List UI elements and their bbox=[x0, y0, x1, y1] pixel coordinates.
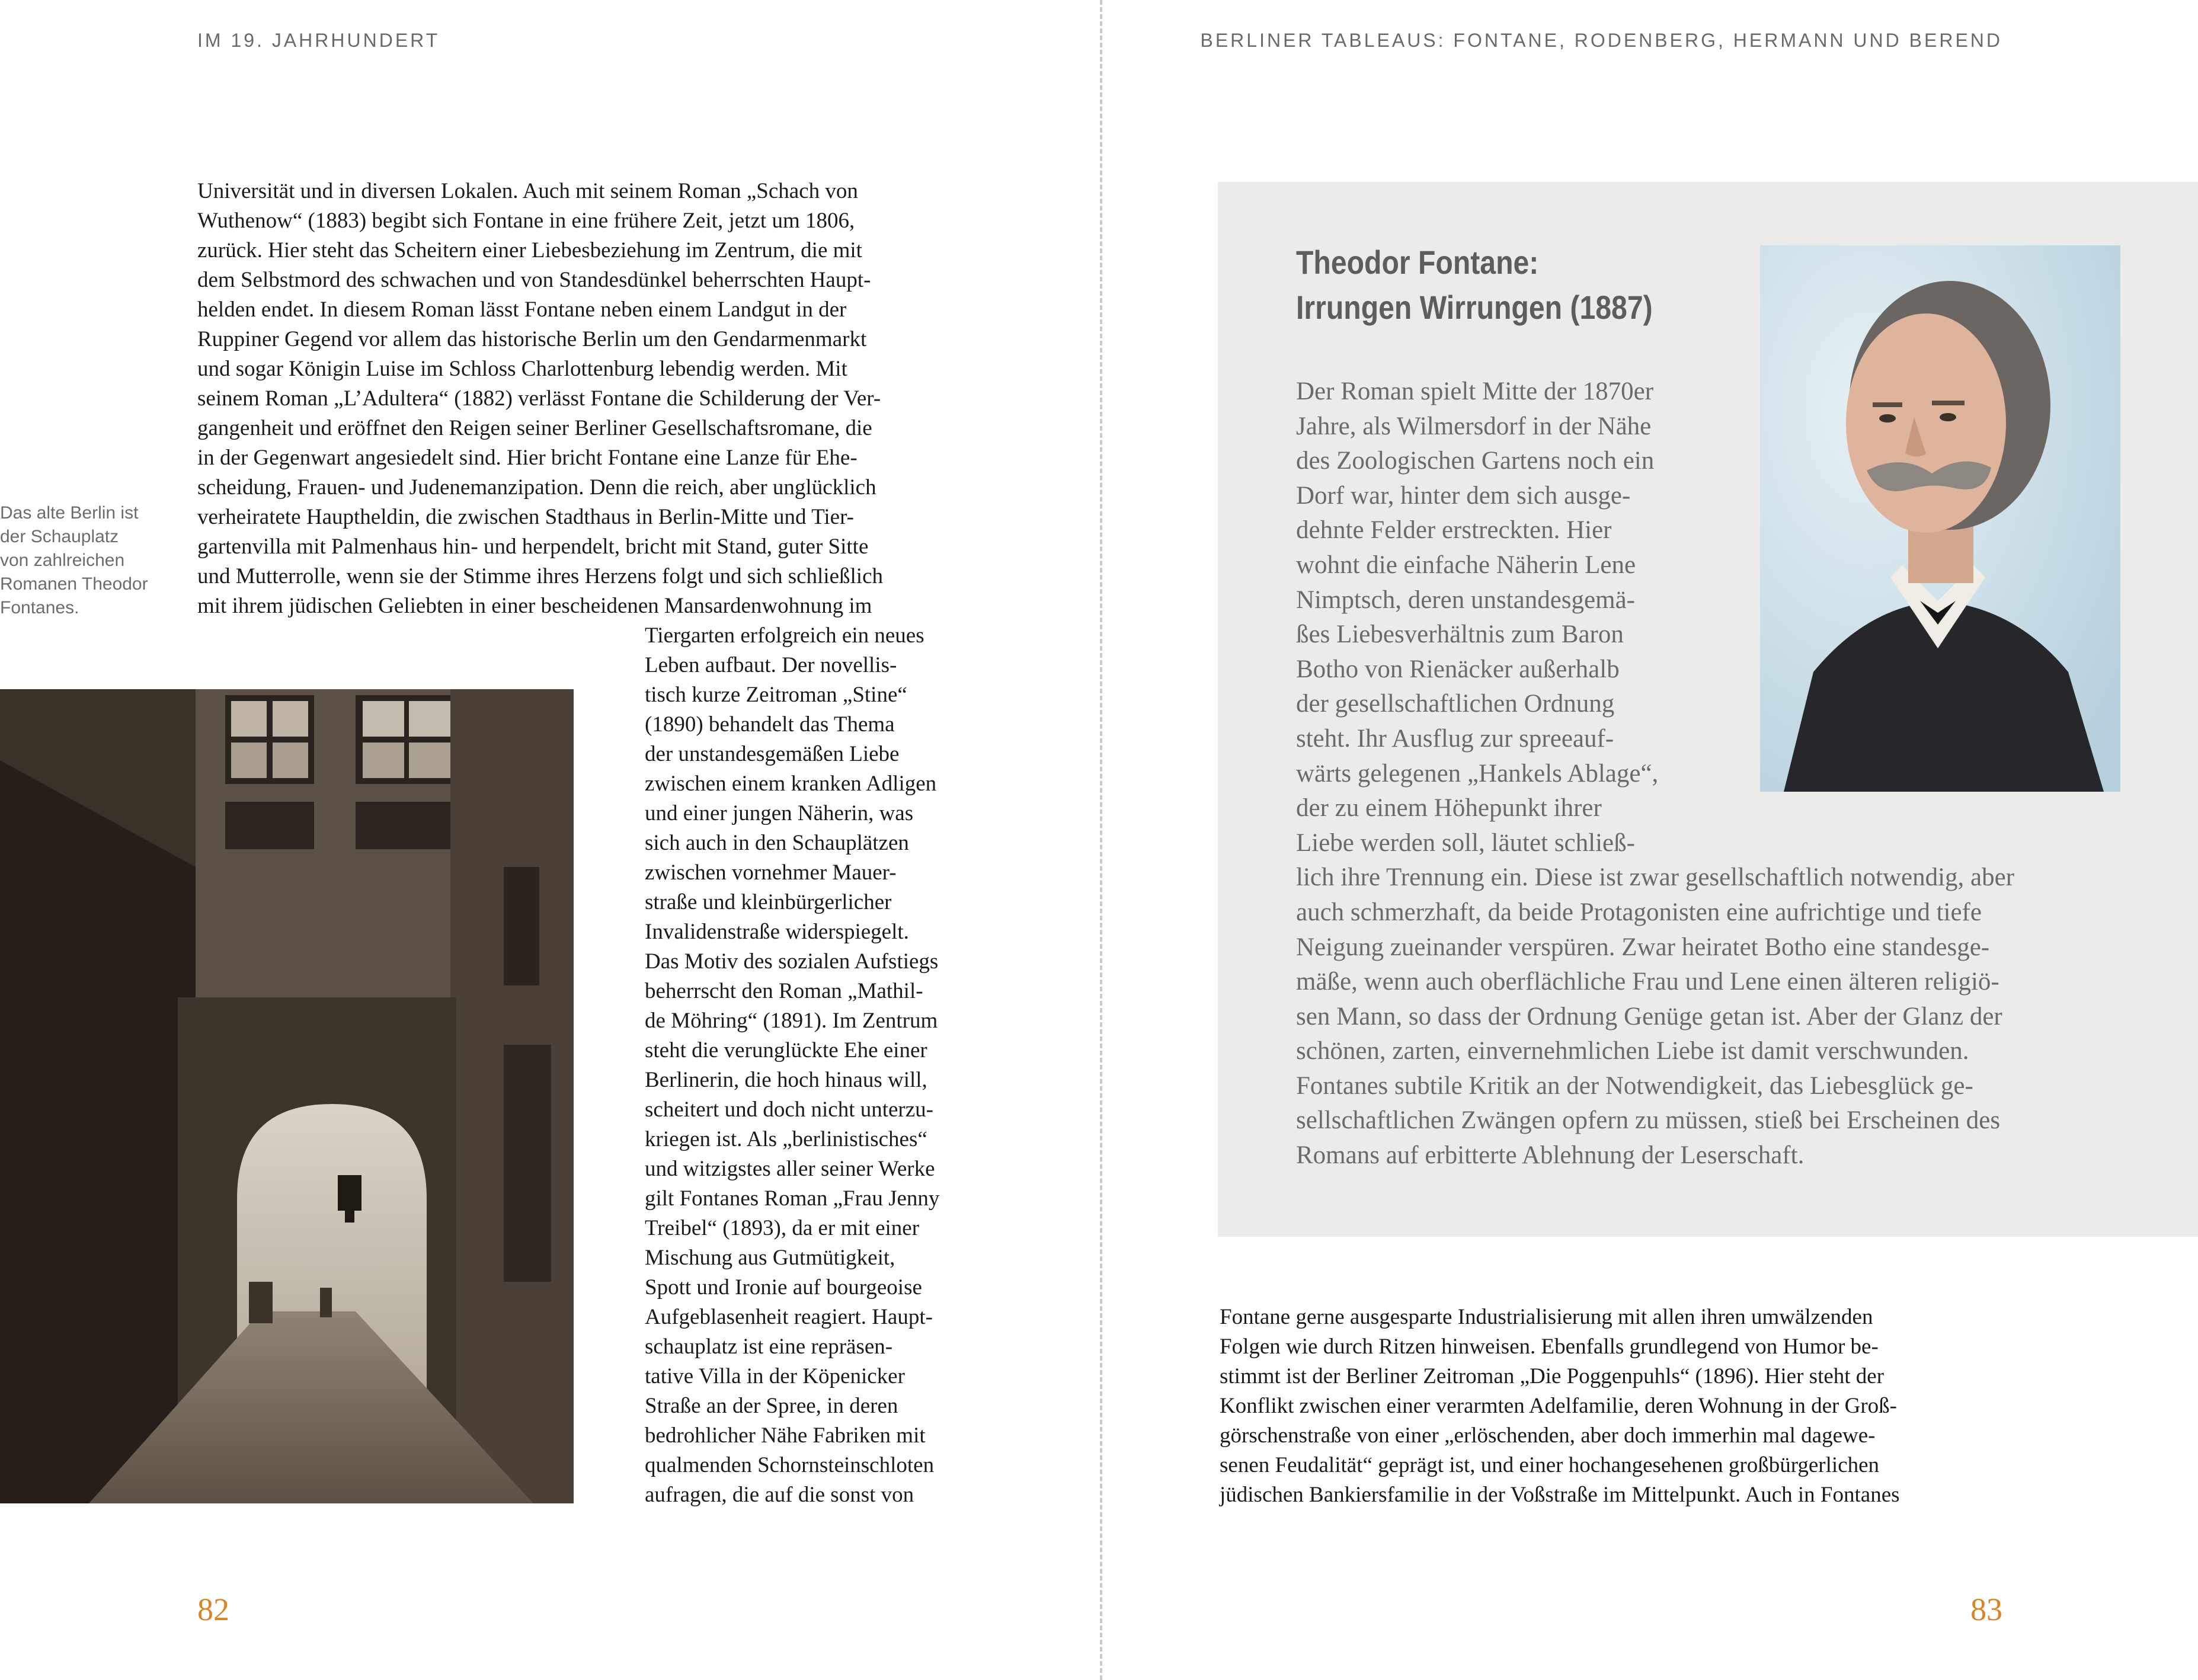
text-line: Das Motiv des sozialen Aufstiegs bbox=[645, 949, 939, 974]
text-line: Spott und Ironie auf bourgeoise bbox=[645, 1275, 922, 1300]
box-title-line: Theodor Fontane: bbox=[1296, 244, 1539, 281]
box-text-line: schönen, zarten, einvernehmlichen Liebe ist damit verschwunden. bbox=[1296, 1037, 1969, 1065]
text-line: und witzigstes aller seiner Werke bbox=[645, 1157, 935, 1181]
text-line: Mischung aus Gutmütigkeit, bbox=[645, 1246, 895, 1270]
box-text-line: der zu einem Höhepunkt ihrer bbox=[1296, 794, 1602, 823]
text-line: der unstandesgemäßen Liebe bbox=[645, 742, 900, 766]
text-line: beherrscht den Roman „Mathil- bbox=[645, 979, 923, 1003]
text-line: Berlinerin, die hoch hinaus will, bbox=[645, 1068, 927, 1092]
box-text-line: steht. Ihr Ausflug zur spreeauf- bbox=[1296, 724, 1614, 753]
box-text-line: Liebe werden soll, läutet schließ- bbox=[1296, 828, 1635, 857]
box-text-line: auch schmerzhaft, da beide Protagonisten eine aufrichtige und tiefe bbox=[1296, 898, 1982, 926]
text-line: und einer jungen Näherin, was bbox=[645, 801, 914, 825]
info-box-text bbox=[1296, 375, 2014, 1173]
box-text-line: ßes Liebesverhältnis zum Baron bbox=[1296, 620, 1624, 649]
text-line: helden endet. In diesem Roman lässt Fontane neben einem Landgut in der bbox=[197, 297, 847, 322]
box-text-line: Fontanes subtile Kritik an der Notwendigkeit, das Liebesglück ge- bbox=[1296, 1071, 1973, 1100]
text-line: mit ihrem jüdischen Geliebten in einer bescheidenen Mansardenwohnung im bbox=[197, 594, 872, 618]
text-line: Universität und in diversen Lokalen. Auch mit seinem Roman „Schach von bbox=[197, 179, 858, 203]
text-line: Straße an der Spree, in deren bbox=[645, 1394, 898, 1418]
right-body-text bbox=[1220, 1303, 1900, 1510]
text-line: Ruppiner Gegend vor allem das historische Berlin um den Gendarmenmarkt bbox=[197, 327, 867, 351]
text-line: aufragen, die auf die sonst von bbox=[645, 1483, 914, 1507]
page-number-right: 83 bbox=[1970, 1592, 2002, 1627]
text-line: bedrohlicher Nähe Fabriken mit bbox=[645, 1423, 926, 1448]
caption-line: Das alte Berlin ist bbox=[0, 503, 139, 523]
text-line: jüdischen Bankiersfamilie in der Voßstraße im Mittelpunkt. Auch in Fontanes bbox=[1220, 1483, 1900, 1507]
running-head-left: IM 19. JAHRHUNDERT bbox=[197, 30, 440, 51]
caption-line: Romanen Theodor bbox=[0, 574, 148, 594]
box-text-line: sen Mann, so dass der Ordnung Genüge getan ist. Aber der Glanz der bbox=[1296, 1002, 2002, 1031]
box-text-line: wärts gelegenen „Hankels Ablage“, bbox=[1296, 759, 1659, 788]
box-text-line: mäße, wenn auch oberflächliche Frau und Lene einen älteren religiö- bbox=[1296, 968, 1999, 996]
box-text-line: Dorf war, hinter dem sich ausge- bbox=[1296, 481, 1631, 510]
photo-caption bbox=[0, 501, 148, 620]
text-line: in der Gegenwart angesiedelt sind. Hier bricht Fontane eine Lanze für Ehe- bbox=[197, 446, 858, 470]
text-line: (1890) behandelt das Thema bbox=[645, 712, 895, 737]
text-line: senen Feudalität“ geprägt ist, und einer hochangesehenen großbürgerlichen bbox=[1220, 1453, 1880, 1477]
text-line: und Mutterrolle, wenn sie der Stimme ihres Herzens folgt und sich schließlich bbox=[197, 564, 884, 588]
text-line: tative Villa in der Köpenicker bbox=[645, 1364, 905, 1388]
text-line: zwischen einem kranken Adligen bbox=[645, 772, 937, 796]
text-line: Treibel“ (1893), da er mit einer bbox=[645, 1216, 920, 1240]
box-text-line: dehnte Felder erstreckten. Hier bbox=[1296, 516, 1612, 545]
running-head-right: BERLINER TABLEAUS: FONTANE, RODENBERG, HERMANN UND BEREND bbox=[1200, 30, 2002, 51]
box-text-line: Romans auf erbitterte Ablehnung der Leserschaft. bbox=[1296, 1141, 1805, 1170]
text-line: stimmt ist der Berliner Zeitroman „Die Poggenpuhls“ (1896). Hier steht der bbox=[1220, 1364, 1885, 1388]
text-line: Fontane gerne ausgesparte Industrialisierung mit allen ihren umwälzenden bbox=[1220, 1305, 1873, 1329]
info-box-title bbox=[1296, 240, 1653, 330]
page-number-left: 82 bbox=[197, 1592, 229, 1627]
text-line: Invalidenstraße widerspiegelt. bbox=[645, 920, 909, 944]
text-line: scheitert und doch nicht unterzu- bbox=[645, 1097, 933, 1122]
box-text-line: Nimptsch, deren unstandesgemä- bbox=[1296, 585, 1635, 614]
box-text-line: lich ihre Trennung ein. Diese ist zwar gesellschaftlich notwendig, aber bbox=[1296, 863, 2015, 892]
text-line: gartenvilla mit Palmenhaus hin- und herpendelt, bricht mit Stand, guter Sitte bbox=[197, 535, 869, 559]
left-body-text-narrow bbox=[645, 621, 939, 1510]
text-line: gangenheit und eröffnet den Reigen seiner Berliner Gesellschaftsromane, die bbox=[197, 416, 872, 440]
text-line: Leben aufbaut. Der novellis- bbox=[645, 653, 897, 677]
box-text-line: der gesellschaftlichen Ordnung bbox=[1296, 690, 1615, 718]
box-text-line: sellschaftlichen Zwängen opfern zu müssen, stieß bei Erscheinen des bbox=[1296, 1106, 2001, 1135]
text-line: straße und kleinbürgerlicher bbox=[645, 890, 892, 914]
text-line: verheiratete Hauptheldin, die zwischen Stadthaus in Berlin-Mitte und Tier- bbox=[197, 505, 854, 529]
text-line: tisch kurze Zeitroman „Stine“ bbox=[645, 683, 907, 707]
text-line: Konflikt zwischen einer verarmten Adelfamilie, deren Wohnung in der Groß- bbox=[1220, 1394, 1897, 1418]
box-text-line: wohnt die einfache Näherin Lene bbox=[1296, 551, 1636, 579]
text-line: Folgen wie durch Ritzen hinweisen. Ebenfalls grundlegend von Humor be- bbox=[1220, 1335, 1879, 1359]
text-line: zurück. Hier steht das Scheitern einer Liebesbeziehung im Zentrum, die mit bbox=[197, 238, 862, 263]
text-line: qualmenden Schornsteinschloten bbox=[645, 1453, 935, 1477]
text-line: schauplatz ist eine repräsen- bbox=[645, 1335, 893, 1359]
text-line: und sogar Königin Luise im Schloss Charlottenburg lebendig werden. Mit bbox=[197, 357, 847, 381]
old-berlin-alley-photo bbox=[0, 689, 574, 1503]
text-line: Aufgeblasenheit reagiert. Haupt- bbox=[645, 1305, 933, 1329]
text-line: kriegen ist. Als „berlinistisches“ bbox=[645, 1127, 927, 1151]
text-line: seinem Roman „L’Adultera“ (1882) verlässt Fontane die Schilderung der Ver- bbox=[197, 386, 881, 411]
box-title-line: Irrungen Wirrungen (1887) bbox=[1296, 289, 1653, 326]
text-line: dem Selbstmord des schwachen und von Standesdünkel beherrschten Haupt- bbox=[197, 268, 871, 292]
text-line: Tiergarten erfolgreich ein neues bbox=[645, 623, 924, 648]
caption-line: Fontanes. bbox=[0, 598, 79, 617]
box-text-line: Neigung zueinander verspüren. Zwar heiratet Botho eine standesge- bbox=[1296, 933, 1990, 961]
text-line: sich auch in den Schauplätzen bbox=[645, 831, 909, 855]
caption-line: von zahlreichen bbox=[0, 551, 125, 570]
left-body-text-wide bbox=[197, 177, 883, 621]
box-text-line: Jahre, als Wilmersdorf in der Nähe bbox=[1296, 412, 1652, 440]
text-line: steht die verunglückte Ehe einer bbox=[645, 1038, 927, 1063]
spread-gutter-divider bbox=[1100, 0, 1102, 1680]
text-line: zwischen vornehmer Mauer- bbox=[645, 860, 897, 885]
text-line: scheidung, Frauen- und Judenemanzipation. Denn die reich, aber unglücklich bbox=[197, 475, 876, 500]
box-text-line: Der Roman spielt Mitte der 1870er bbox=[1296, 377, 1654, 405]
box-text-line: des Zoologischen Gartens noch ein bbox=[1296, 447, 1655, 475]
text-line: Wuthenow“ (1883) begibt sich Fontane in eine frühere Zeit, jetzt um 1806, bbox=[197, 209, 855, 233]
text-line: gilt Fontanes Roman „Frau Jenny bbox=[645, 1186, 940, 1211]
text-line: de Möhring“ (1891). Im Zentrum bbox=[645, 1009, 938, 1033]
box-text-line: Botho von Rienäcker außerhalb bbox=[1296, 655, 1620, 683]
caption-line: der Schauplatz bbox=[0, 527, 119, 546]
text-line: görschenstraße von einer „erlöschenden, aber doch immerhin mal dagewe- bbox=[1220, 1423, 1876, 1448]
